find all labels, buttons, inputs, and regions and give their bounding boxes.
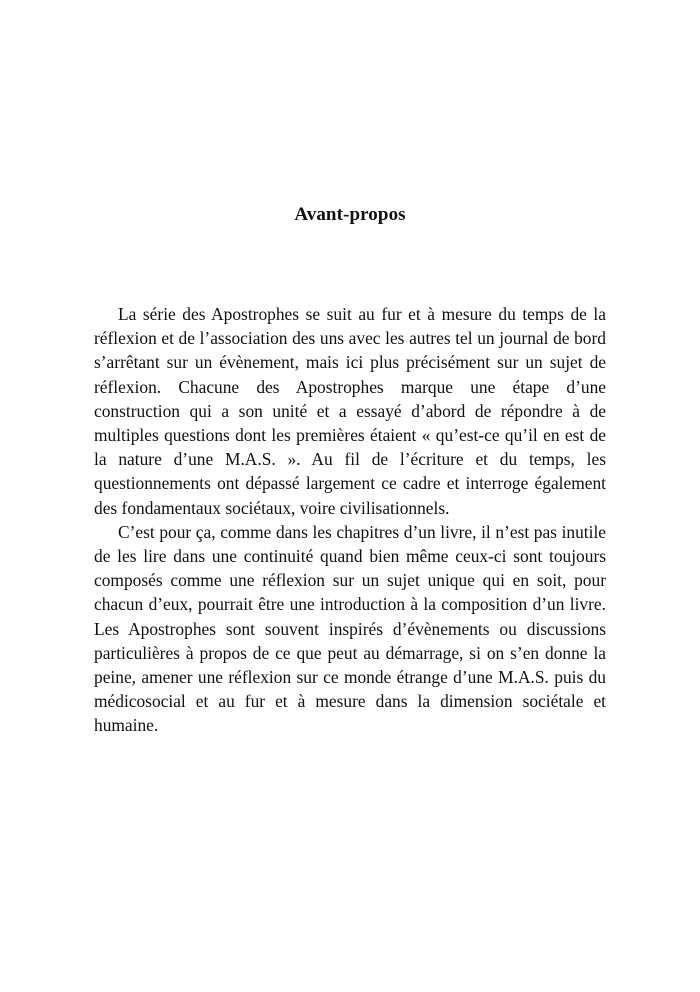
page-title: Avant-propos	[294, 204, 406, 225]
body-text	[94, 302, 606, 738]
paragraph-2: C’est pour ça, comme dans les chapitres d’un livre, il n’est pas inutile de les lire dans une continuité quand bien même ceux-ci sont toujours composés comme une réflexion sur un sujet unique qui en soit, pour chacun d’eux, pourrait être une introduction à la composition d’un livre. Les Apostrophes sont souvent inspirés d’évènements ou discussions particulières à propos de ce que peut au démarrage, si on s’en donne la peine, amener une réflexion sur ce monde étrange d’une M.A.S. puis du médicosocial et au fur et à mesure dans la dimension sociétale et humaine.	[94, 521, 606, 736]
paragraph-1: La série des Apostrophes se suit au fur et à mesure du temps de la réflexion et de l’association des uns avec les autres tel un journal de bord s’arrêtant sur un évènement, mais ici plus précisément sur un sujet de réflexion. Chacune des Apostrophes marque une étape d’une construction qui a son unité et a essayé d’abord de répondre à de multiples questions dont les premières étaient « qu’est-ce qu’il en est de la nature d’une M.A.S. ». Au fil de l’écriture et du temps, les questionnements ont dépassé largement ce cadre et interroge également des fondamentaux sociétaux, voire civilisationnels.	[94, 304, 606, 518]
